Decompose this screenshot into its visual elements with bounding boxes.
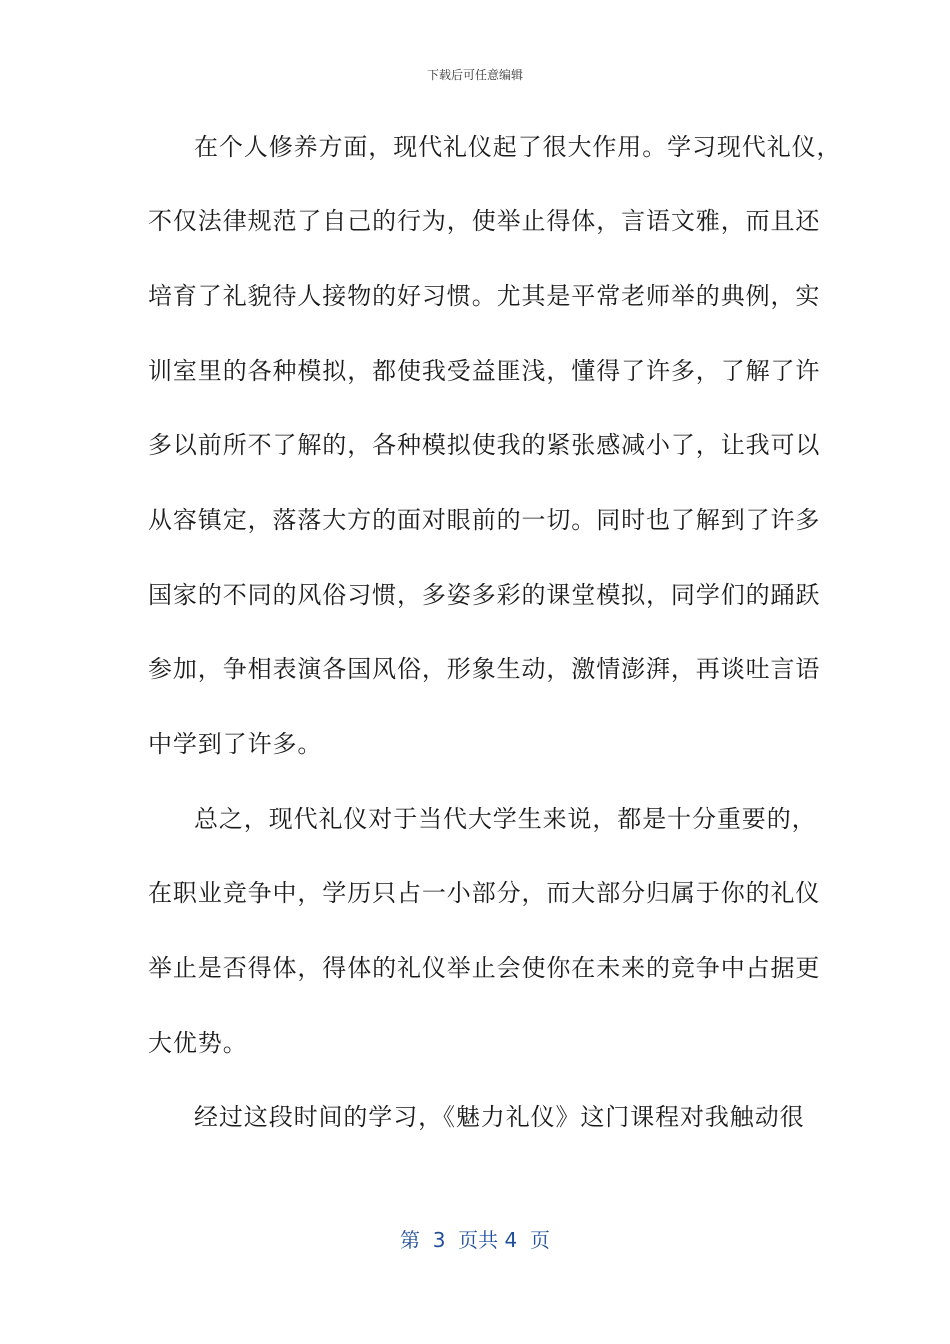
header-note: 下载后可任意编辑 [426,68,523,82]
paragraph-1-line-8: 参加，争相表演各国风俗，形象生动，激情澎湃，再谈吐言语 [148,655,821,683]
paragraph-2-line-3: 举止是否得体，得体的礼仪举止会使你在未来的竞争中占据更 [148,954,821,982]
paragraph-1-line-6: 从容镇定，落落大方的面对眼前的一切。同时也了解到了许多 [148,506,821,534]
paragraph-1-line-3: 培育了礼貌待人接物的好习惯。尤其是平常老师举的典例，实 [148,282,821,310]
paragraph-3-line-1: 经过这段时间的学习，《魅力礼仪》这门课程对我触动很 [194,1103,805,1131]
paragraph-1-line-9: 中学到了许多。 [148,730,323,758]
page-number-footer: 第 3 页共 4 页 [400,1228,550,1252]
paragraph-1-line-5: 多以前所不了解的，各种模拟使我的紧张感减小了，让我可以 [148,431,821,459]
paragraph-2-line-4: 大优势。 [148,1029,248,1057]
paragraph-1-line-2: 不仅法律规范了自己的行为，使举止得体，言语文雅，而且还 [148,207,821,235]
paragraph-2-line-1: 总之，现代礼仪对于当代大学生来说，都是十分重要的， [194,805,817,833]
paragraph-2-line-2: 在职业竞争中，学历只占一小部分，而大部分归属于你的礼仪 [148,879,821,907]
paragraph-1-line-7: 国家的不同的风俗习惯，多姿多彩的课堂模拟，同学们的踊跃 [148,581,821,609]
paragraph-1-line-4: 训室里的各种模拟，都使我受益匪浅，懂得了许多，了解了许 [148,357,821,385]
paragraph-1-line-1: 在个人修养方面，现代礼仪起了很大作用。学习现代礼仪， [194,133,842,161]
